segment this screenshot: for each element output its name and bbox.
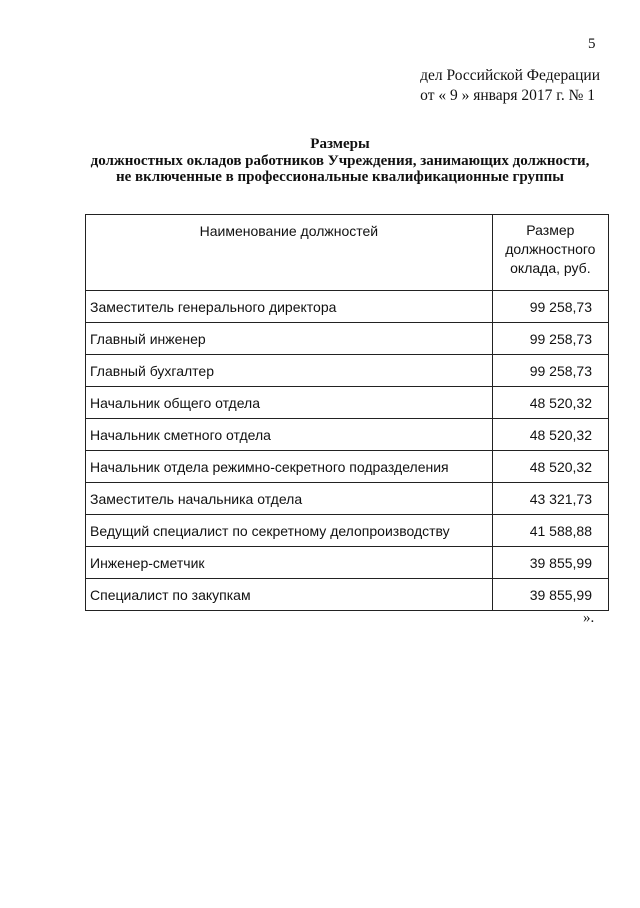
table-header-row xyxy=(86,215,609,291)
table-row xyxy=(86,419,609,451)
position-name: Начальник общего отдела xyxy=(86,387,493,419)
title-line-2: должностных окладов работников Учреждения, занимающих должности, xyxy=(90,153,590,169)
page-number: 5 xyxy=(588,36,596,52)
position-name: Заместитель генерального директора xyxy=(86,291,493,323)
salary-value: 39 855,99 xyxy=(492,547,608,579)
title-line-1: Размеры xyxy=(310,136,370,152)
salary-value: 48 520,32 xyxy=(492,451,608,483)
table-row xyxy=(86,483,609,515)
table-row xyxy=(86,547,609,579)
header-note xyxy=(420,66,600,106)
table-row xyxy=(86,355,609,387)
salary-value: 41 588,88 xyxy=(492,515,608,547)
position-name: Заместитель начальника отдела xyxy=(86,483,493,515)
table-row xyxy=(86,579,609,611)
table-row xyxy=(86,515,609,547)
salary-value: 99 258,73 xyxy=(492,355,608,387)
header-note-line-2: от « 9 » января 2017 г. № 1 xyxy=(420,87,596,104)
position-name: Специалист по закупкам xyxy=(86,579,493,611)
header-salary-line-1: Размер xyxy=(526,222,575,238)
header-note-line-1: дел Российской Федерации xyxy=(420,67,600,84)
table-row xyxy=(86,291,609,323)
closing-quote-mark: ». xyxy=(583,610,595,626)
header-salary-size xyxy=(492,215,608,291)
position-name: Начальник сметного отдела xyxy=(86,419,493,451)
table-row xyxy=(86,323,609,355)
salary-value: 48 520,32 xyxy=(492,387,608,419)
header-salary-line-2: должностного xyxy=(505,241,596,257)
position-name: Главный бухгалтер xyxy=(86,355,493,387)
salary-table xyxy=(85,214,609,611)
document-title xyxy=(60,136,620,185)
salary-value: 39 855,99 xyxy=(492,579,608,611)
position-name: Ведущий специалист по секретному делопроизводству xyxy=(86,515,493,547)
table-row xyxy=(86,451,609,483)
salary-value: 99 258,73 xyxy=(492,323,608,355)
salary-value: 48 520,32 xyxy=(492,419,608,451)
header-position-name: Наименование должностей xyxy=(86,215,493,291)
table-row xyxy=(86,387,609,419)
title-line-3: не включенные в профессиональные квалификационные группы xyxy=(115,169,565,185)
salary-value: 99 258,73 xyxy=(492,291,608,323)
position-name: Начальник отдела режимно-секретного подразделения xyxy=(86,451,493,483)
salary-value: 43 321,73 xyxy=(492,483,608,515)
position-name: Главный инженер xyxy=(86,323,493,355)
position-name: Инженер-сметчик xyxy=(86,547,493,579)
header-salary-line-3: оклада, руб. xyxy=(510,260,591,276)
